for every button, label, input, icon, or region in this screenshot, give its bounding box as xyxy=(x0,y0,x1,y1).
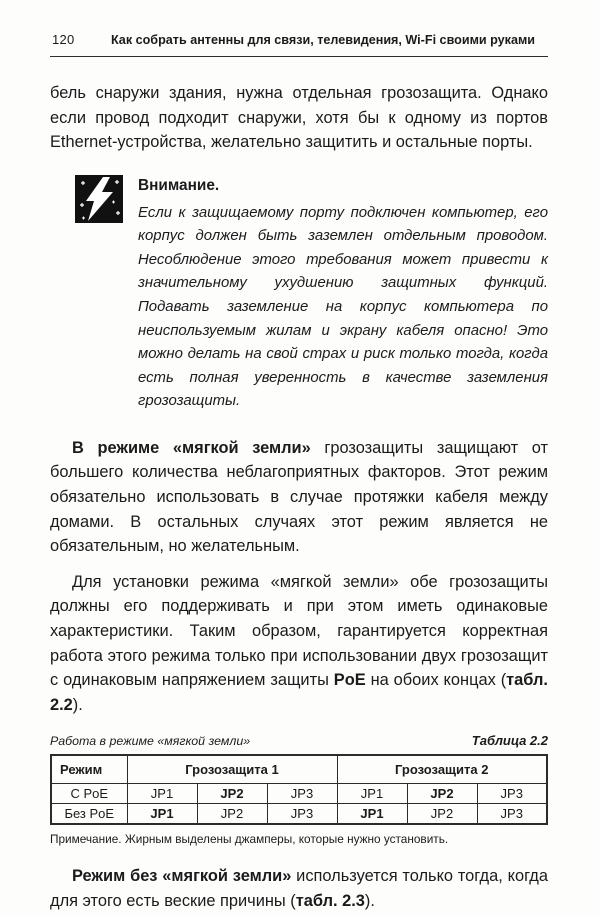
text-run: грозозащиты защищают от большего количества неблагоприятных факторов. Этот режим обязательно использовать в случае протяжки кабеля между домами. В остальных случаях этот режим является не обязательным, но желательным. xyxy=(50,438,548,556)
jumper-cell: JP3 xyxy=(477,784,547,804)
jumper-cell: JP1 xyxy=(337,804,407,825)
bold-run: Режим без «мягкой земли» xyxy=(72,867,292,886)
text-run: Для установки режима «мягкой земли» обе грозозащиты должны его поддерживать и при этом иметь одинаковые характеристики. Таким образом, гарантируется корректная работа этого режима только при использовании двух грозозащит с одинаковым напряжением защиты xyxy=(50,572,548,690)
bold-run: В режиме «мягкой земли» xyxy=(72,438,311,457)
book-title: Как собрать антенны для связи, телевидения, Wi-Fi своими руками xyxy=(110,33,536,47)
jumper-cell: JP2 xyxy=(197,784,267,804)
intro-paragraph: бель снаружи здания, нужна отдельная грозозащита. Однако если провод подходит снаружи, хотя бы к одному из портов Ethernet-устройства, желательно защитить и остальные порты. xyxy=(50,84,548,152)
jumper-cell: JP1 xyxy=(337,784,407,804)
table-caption xyxy=(50,733,548,748)
jumper-cell: JP3 xyxy=(477,804,547,825)
paragraph-final xyxy=(50,864,548,913)
bold-run: табл. 2.2 xyxy=(50,671,548,714)
jumper-cell: JP1 xyxy=(127,784,197,804)
column-header-mode: Режим xyxy=(51,755,127,784)
jumper-cell: JP3 xyxy=(267,784,337,804)
table-row xyxy=(51,804,547,825)
jumper-cell: JP2 xyxy=(407,784,477,804)
warning-title: Внимание. xyxy=(138,176,220,194)
table-header-row xyxy=(51,755,547,784)
column-header-protector1: Грозозащита 1 xyxy=(127,755,337,784)
bold-run: PoE xyxy=(333,671,366,690)
text-run: ). xyxy=(72,695,83,714)
page-header xyxy=(50,28,548,57)
text-run: используется только тогда, когда для этого есть веские причины ( xyxy=(50,867,548,911)
lightning-icon xyxy=(75,175,123,223)
jumper-table xyxy=(50,754,548,825)
paragraph-soft-ground xyxy=(50,436,548,559)
mode-cell: С PoE xyxy=(51,784,127,804)
text-run: на обоих концах ( xyxy=(365,671,507,690)
paragraph-install xyxy=(50,570,548,718)
jumper-cell: JP2 xyxy=(197,804,267,825)
page-number: 120 xyxy=(52,32,75,47)
table-number: Таблица 2.2 xyxy=(471,733,548,749)
jumper-cell: JP3 xyxy=(267,804,337,825)
mode-cell: Без PoE xyxy=(51,804,127,825)
jumper-cell: JP1 xyxy=(127,804,197,825)
table-row xyxy=(51,784,547,804)
warning-text xyxy=(138,175,548,414)
column-header-protector2: Грозозащита 2 xyxy=(337,755,547,784)
table-note: Примечание. Жирным выделены джамперы, которые нужно установить. xyxy=(50,832,449,847)
jumper-cell: JP2 xyxy=(407,804,477,825)
text-run: ). xyxy=(364,892,375,911)
bold-run: табл. 2.3 xyxy=(295,892,365,911)
warning-body: Если к защищаемому порту подключен компьютер, его корпус должен быть заземлен отдельным проводом. Несоблюдение этого требования может привести к значительному ухудшению защитных функций. Подавать заземление на корпус компьютера по неиспользуемым жилам и экрану кабеля опасно! Это можно делать на свой страх и риск только тогда, когда есть полная уверенность в качестве заземления грозозащиты. xyxy=(138,204,548,410)
table-caption-text: Работа в режиме «мягкой земли» xyxy=(50,734,251,749)
warning-block xyxy=(50,175,548,414)
